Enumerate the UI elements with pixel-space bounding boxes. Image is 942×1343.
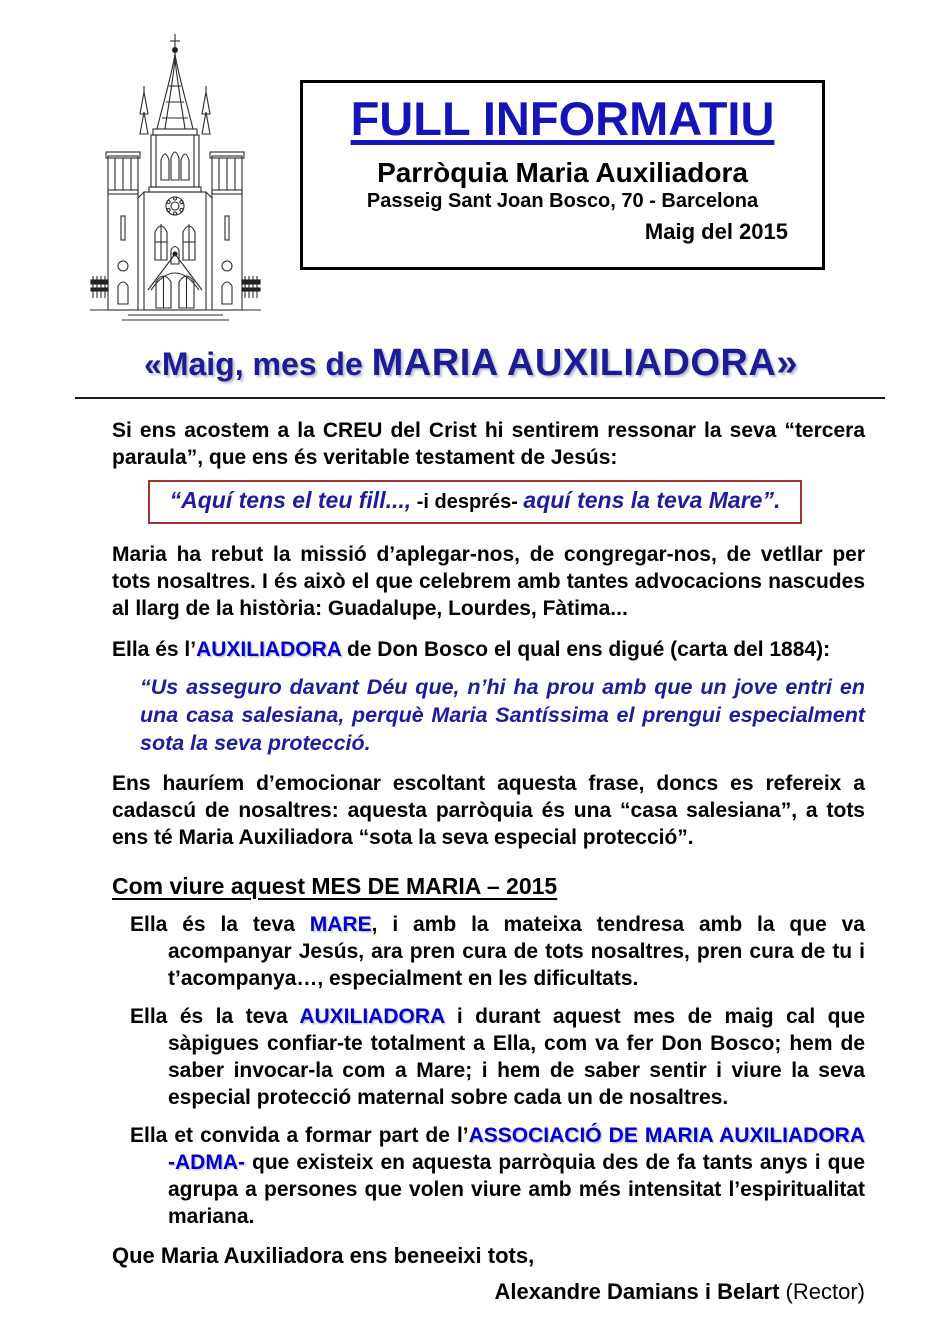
parish-address: Passeig Sant Joan Bosco, 70 - Barcelona: [366, 190, 759, 212]
parish-name: Parròquia Maria Auxiliadora: [377, 157, 748, 188]
paragraph-emocionar: Ens hauríem d’emocionar escoltant aquesta frase, doncs es refereix a cadascú de nosaltres: aquesta parròquia és una “casa salesiana”, a tots ens té Maria Auxiliadora “sota la seva especial protecció”.: [112, 772, 865, 849]
divider-rule: [75, 397, 885, 399]
newsletter-title: FULL INFORMATIU: [350, 92, 775, 145]
church-illustration: [88, 28, 263, 323]
signature-role: (Rector): [779, 1279, 865, 1304]
list-item-auxiliadora-post: i durant aquest mes de maig cal que sàpigues confiar-te totalment a Ella, com va fer Don Bosco; hem de saber invocar-la com a Mare; i hem de saber sentir i viure la seva especial protecció maternal sobre cada un de nosaltres.: [168, 1005, 865, 1109]
list-item-mare-highlight: MARE: [309, 913, 372, 936]
section-heading: Com viure aquest MES DE MARIA – 2015: [112, 873, 558, 899]
list-item-auxiliadora-pre: Ella és la teva: [130, 1005, 300, 1028]
list-item-auxiliadora: [112, 1003, 865, 1111]
list-item-mare: [112, 911, 865, 992]
header-box: [300, 80, 825, 270]
main-heading-suffix: »: [776, 342, 798, 384]
framed-quote-part3: aquí tens la teva Mare”.: [523, 487, 781, 513]
issue-date: Maig del 2015: [644, 219, 788, 244]
list-item-mare-post: , i amb la mateixa tendresa amb la que va acompanyar Jesús, ara pren cura de tots nosaltres, pren cura de tu i t’acompanya…, especialment en les dificultats.: [168, 913, 865, 990]
church-line-drawing-icon: [88, 28, 263, 323]
paragraph-maria-missio: Maria ha rebut la missió d’aplegar-nos, de congregar-nos, de vetllar per tots nosaltres. I és això el que celebrem amb tantes advocacions nascudes al llarg de la història: Guadalupe, Lourdes, Fàtima...: [112, 543, 865, 620]
framed-quote-part1: “Aquí tens el teu fill...,: [169, 487, 412, 513]
main-heading-prefix: «Maig, mes de: [144, 346, 372, 382]
list-item-adma: [112, 1122, 865, 1230]
list-item-adma-pre: Ella et convida a formar part de l’: [130, 1124, 469, 1147]
don-bosco-quote: “Us asseguro davant Déu que, n’hi ha prou amb que un jove entri en una casa salesiana, perquè Maria Santíssima el prengui especialment sota la seva protecció.: [140, 675, 865, 755]
framed-quote-box: [148, 480, 802, 524]
signature-name: Alexandre Damians i Belart: [494, 1279, 780, 1304]
list-item-adma-highlight: ASSOCIACIÓ DE MARIA AUXILIADORA -ADMA-: [168, 1124, 865, 1174]
paragraph-ella-post: de Don Bosco el qual ens digué (carta del 1884):: [341, 638, 831, 661]
list-item-adma-post: que existeix en aquesta parròquia des de fa tants anys i que agrupa a persones que volen viure amb més intensitat l’espiritualitat mariana.: [168, 1151, 865, 1228]
header-area: [0, 0, 942, 322]
main-heading: [0, 342, 942, 385]
signature-line: [112, 1278, 865, 1305]
paragraph-ella-auxiliadora: [112, 636, 865, 663]
list-item-auxiliadora-highlight: AUXILIADORA: [299, 1005, 445, 1028]
blessing-line: Que Maria Auxiliadora ens beneeixi tots,: [112, 1243, 535, 1268]
document-body: [112, 417, 865, 1305]
framed-quote-part2: -i després-: [411, 491, 524, 513]
list-item-mare-pre: Ella és la teva: [130, 913, 310, 936]
main-heading-emphasis: MARIA AUXILIADORA: [371, 342, 777, 384]
paragraph-ella-pre: Ella és l’: [112, 638, 197, 661]
paragraph-ella-highlight: AUXILIADORA: [196, 638, 342, 661]
intro-paragraph: Si ens acostem a la CREU del Crist hi sentirem ressonar la seva “tercera paraula”, que ens és veritable testament de Jesús:: [112, 419, 865, 469]
